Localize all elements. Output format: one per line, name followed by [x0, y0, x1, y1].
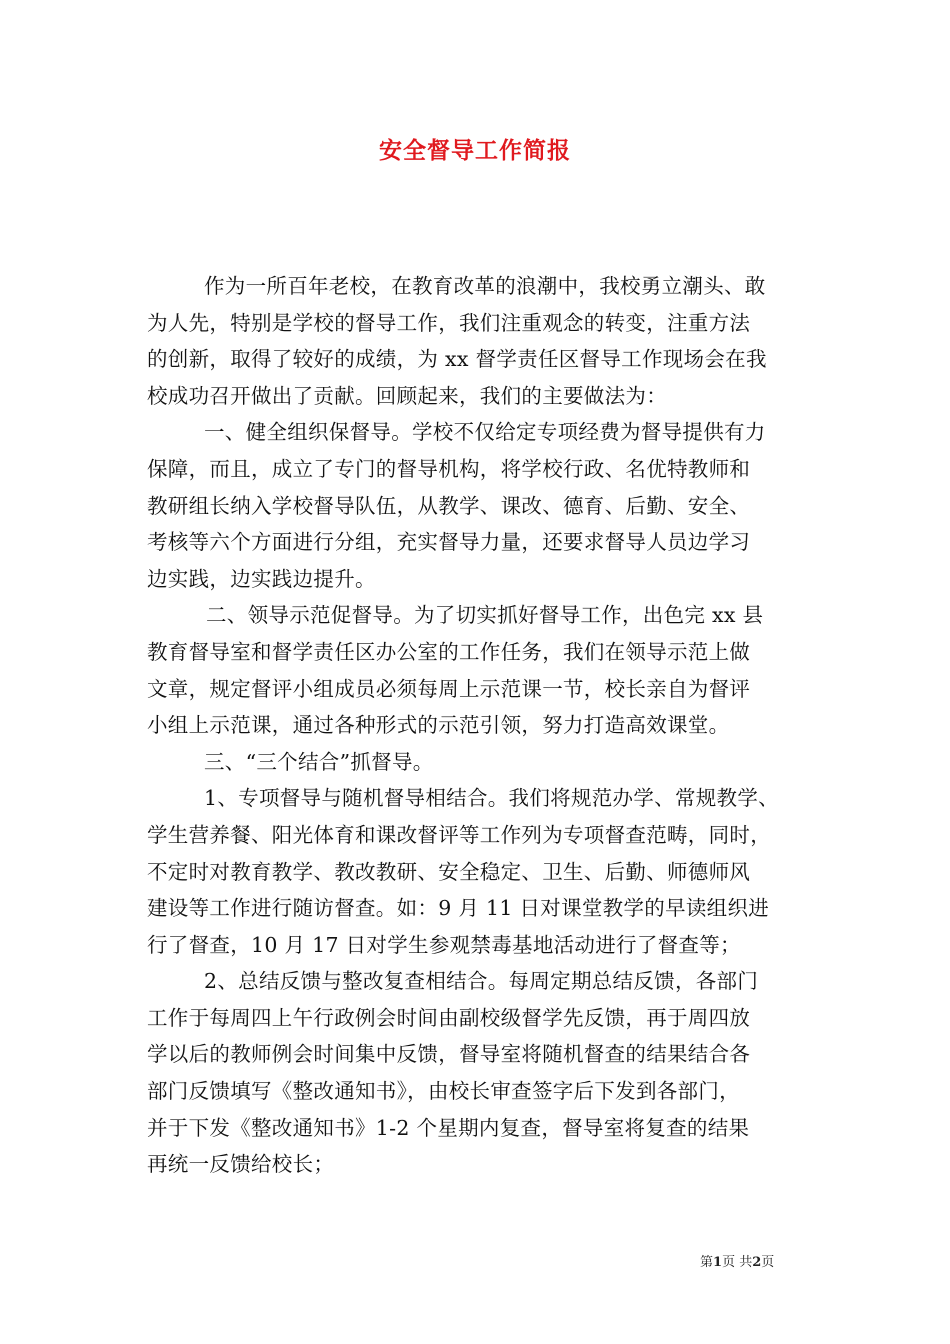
document-body	[147, 268, 807, 1183]
paragraph-line: 1、专项督导与随机督导相结合。我们将规范办学、常规教学、	[204, 786, 779, 811]
document-title: 安全督导工作简报	[379, 137, 571, 164]
paragraph-line: 教研组长纳入学校督导队伍，从教学、课改、德育、后勤、安全、	[147, 493, 751, 518]
paragraph-line: 为人先，特别是学校的督导工作，我们注重观念的转变，注重方法	[147, 310, 751, 335]
paragraph-line: 一、健全组织保督导。学校不仅给定专项经费为督导提供有力	[204, 420, 766, 445]
paragraph-line: 保障，而且，成立了专门的督导机构，将学校行政、名优特教师和	[147, 456, 751, 481]
paragraph-line: 并于下发《整改通知书》1-2 个星期内复查，督导室将复查的结果	[147, 1115, 750, 1140]
paragraph-line: 作为一所百年老校，在教育改革的浪潮中，我校勇立潮头、敢	[204, 274, 766, 298]
page-number-total: 2	[752, 1255, 762, 1270]
paragraph-line: 再统一反馈给校长；	[147, 1152, 335, 1177]
paragraph-line: 不定时对教育教学、教改教研、安全稳定、卫生、后勤、师德师风	[147, 859, 751, 884]
paragraph-line: 行了督查，10 月 17 日对学生参观禁毒基地活动进行了督查等；	[147, 932, 741, 957]
paragraph-line: 工作于每周四上午行政例会时间由副校级督学先反馈，再于周四放	[147, 1005, 751, 1030]
paragraph-line: 边实践，边实践边提升。	[147, 566, 376, 591]
page-footer	[700, 1251, 900, 1270]
paragraph-line: 三、“三个结合”抓督导。	[204, 749, 434, 774]
page-number-prefix: 第	[700, 1255, 714, 1270]
paragraph-line: 建设等工作进行随访督查。如：9 月 11 日对课堂教学的早读组织进	[147, 896, 770, 921]
paragraph-line: 小组上示范课，通过各种形式的示范引领，努力打造高效课堂。	[147, 713, 730, 738]
paragraph-line: 考核等六个方面进行分组，充实督导力量，还要求督导人员边学习	[147, 530, 751, 555]
paragraph-line: 部门反馈填写《整改通知书》，由校长审查签字后下发到各部门，	[147, 1079, 740, 1104]
page-number-current: 1	[713, 1255, 723, 1270]
page-number-mid: 页 共	[722, 1255, 753, 1270]
paragraph-line: 的创新，取得了较好的成绩，为 xx 督学责任区督导工作现场会在我	[147, 347, 767, 372]
paragraph-line: 校成功召开做出了贡献。回顾起来，我们的主要做法为：	[147, 383, 667, 408]
paragraph-line: 学生营养餐、阳光体育和课改督评等工作列为专项督查范畴，同时，	[147, 822, 771, 847]
paragraph-line: 二、领导示范促督导。为了切实抓好督导工作，出色完 xx 县	[206, 603, 764, 628]
paragraph-line: 教育督导室和督学责任区办公室的工作任务，我们在领导示范上做	[147, 639, 751, 664]
paragraph-line: 学以后的教师例会时间集中反馈，督导室将随机督查的结果结合各	[147, 1042, 751, 1067]
paragraph-line: 2、总结反馈与整改复查相结合。每周定期总结反馈，各部门	[204, 969, 759, 994]
page-number-suffix: 页	[761, 1255, 775, 1270]
paragraph-line: 文章，规定督评小组成员必须每周上示范课一节，校长亲自为督评	[147, 676, 751, 701]
